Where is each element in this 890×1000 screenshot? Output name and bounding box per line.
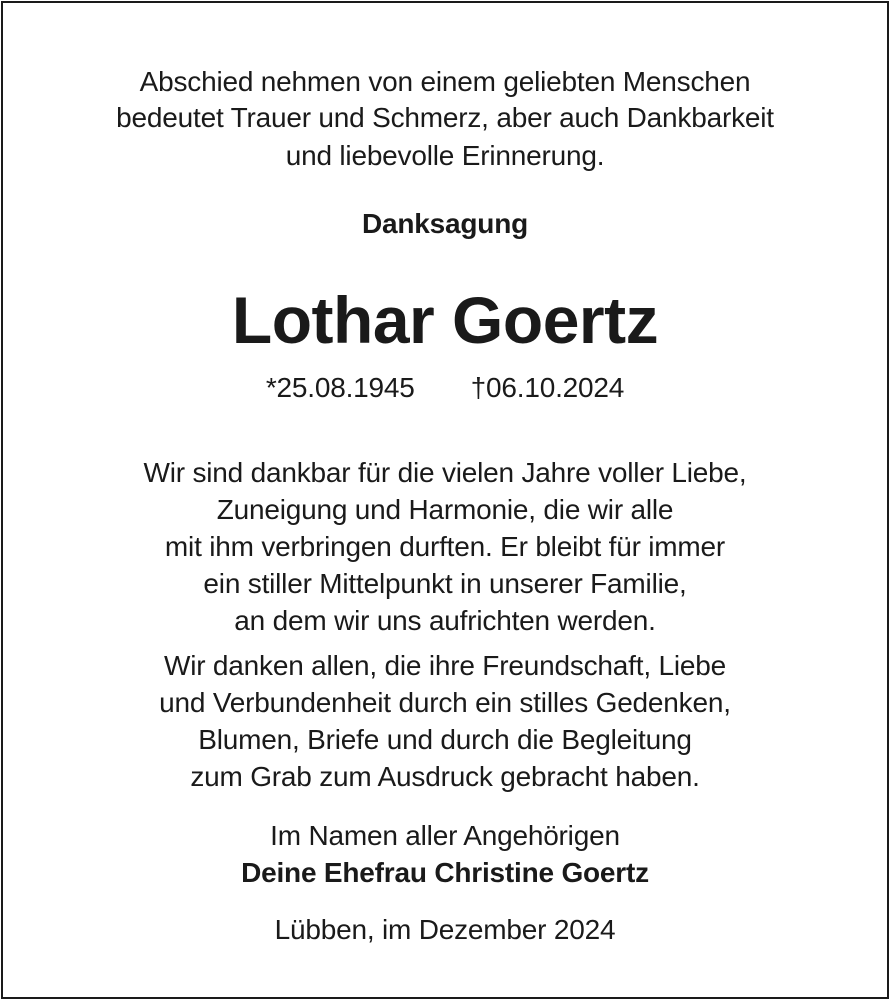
intro-line-1: Abschied nehmen von einem geliebten Menschen bbox=[139, 66, 751, 97]
intro-line-3: und liebevolle Erinnerung. bbox=[285, 140, 605, 171]
life-dates bbox=[0, 370, 890, 406]
paragraph1-line-4: ein stiller Mittelpunkt in unserer Familie, bbox=[203, 568, 687, 599]
paragraph1-line-3: mit ihm verbringen durften. Er bleibt für immer bbox=[164, 531, 726, 562]
birth-date: *25.08.1945 bbox=[265, 372, 415, 403]
paragraph2-line-2: und Verbundenheit durch ein stilles Gedenken, bbox=[159, 687, 731, 718]
signature-intro: Im Namen aller Angehörigen bbox=[270, 820, 620, 851]
heading: Danksagung bbox=[361, 208, 529, 239]
place-date: Lübben, im Dezember 2024 bbox=[274, 914, 616, 945]
paragraph1-line-5: an dem wir uns aufrichten werden. bbox=[234, 605, 656, 636]
signature: Deine Ehefrau Christine Goertz bbox=[241, 857, 649, 888]
paragraph2-line-1: Wir danken allen, die ihre Freundschaft, Liebe bbox=[163, 650, 726, 681]
death-date: †06.10.2024 bbox=[470, 372, 625, 403]
paragraph2-line-3: Blumen, Briefe und durch die Begleitung bbox=[198, 724, 692, 755]
intro-line-2: bedeutet Trauer und Schmerz, aber auch Dankbarkeit bbox=[116, 102, 774, 133]
paragraph1-line-2: Zuneigung und Harmonie, die wir alle bbox=[216, 494, 674, 525]
deceased-name: Lothar Goertz bbox=[231, 283, 659, 357]
paragraph2-line-4: zum Grab zum Ausdruck gebracht haben. bbox=[190, 761, 700, 792]
paragraph1-line-1: Wir sind dankbar für die vielen Jahre voller Liebe, bbox=[143, 457, 747, 488]
